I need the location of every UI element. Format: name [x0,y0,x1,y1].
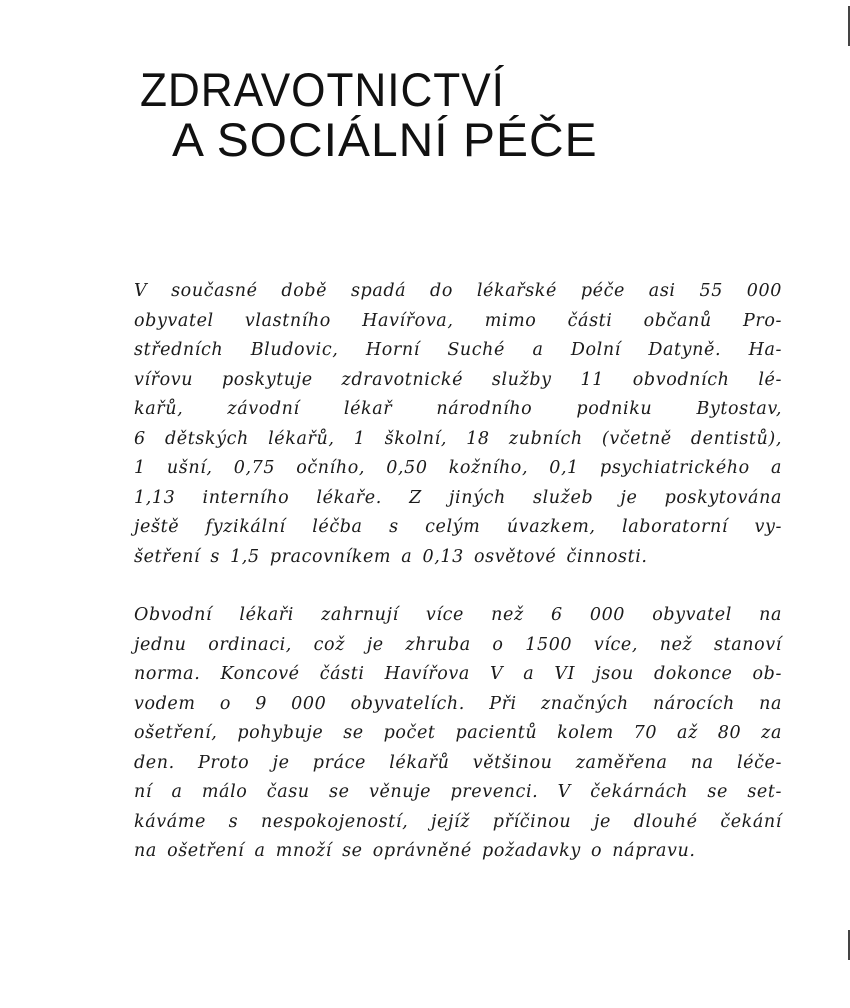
text-line: 1 ušní, 0,75 očního, 0,50 kožního, 0,1 psychiatrického a [134,458,782,478]
text-line: jednu ordinaci, což je zhruba o 1500 více, než stanoví [134,634,782,655]
page-title [140,65,700,165]
text-line: ní a málo času se věnuje prevenci. V čekárnách se set- [134,782,782,802]
text-line: káváme s nespokojeností, jejíž příčinou je dlouhé čekání [134,811,782,832]
paragraph-2 [134,601,782,867]
text-line: ještě fyzikální léčba s celým úvazkem, laboratorní vy- [134,517,782,537]
text-line: Obvodní lékaři zahrnují více než 6 000 obyvatel na [134,605,782,625]
text-line: den. Proto je práce lékařů většinou zaměřena na léče- [134,752,782,773]
text-line: obyvatel vlastního Havířova, mimo části občanů Pro- [134,310,782,331]
text-line: V současné době spadá do lékařské péče asi 55 000 [134,281,782,301]
text-line: 1,13 interního lékaře. Z jiných služeb je poskytována [134,487,782,508]
title-line-1: ZDRAVOTNICTVÍ [140,63,505,117]
text-line: středních Bludovic, Horní Suché a Dolní Datyně. Ha- [134,340,782,360]
text-line: vířovu poskytuje zdravotnické služby 11 obvodních lé- [134,369,782,390]
text-line: šetření s 1,5 pracovníkem a 0,13 osvětové činnosti. [134,546,648,567]
text-line: kařů, závodní lékař národního podniku Bytostav, [134,399,782,419]
text-line: vodem o 9 000 obyvatelích. Při značných nárocích na [134,693,782,714]
text-line: ošetření, pohybuje se počet pacientů kolem 70 až 80 za [134,723,782,743]
title-line-2-text: A SOCIÁLNÍ PÉČE [172,113,598,167]
title-line-2 [140,115,700,165]
text-line: 6 dětských lékařů, 1 školní, 18 zubních (včetně dentistů), [134,428,782,449]
paragraph-1 [134,277,782,572]
text-line: na ošetření a množí se oprávněné požadavky o nápravu. [134,841,696,861]
text-line: norma. Koncové části Havířova V a VI jsou dokonce ob- [134,664,782,684]
